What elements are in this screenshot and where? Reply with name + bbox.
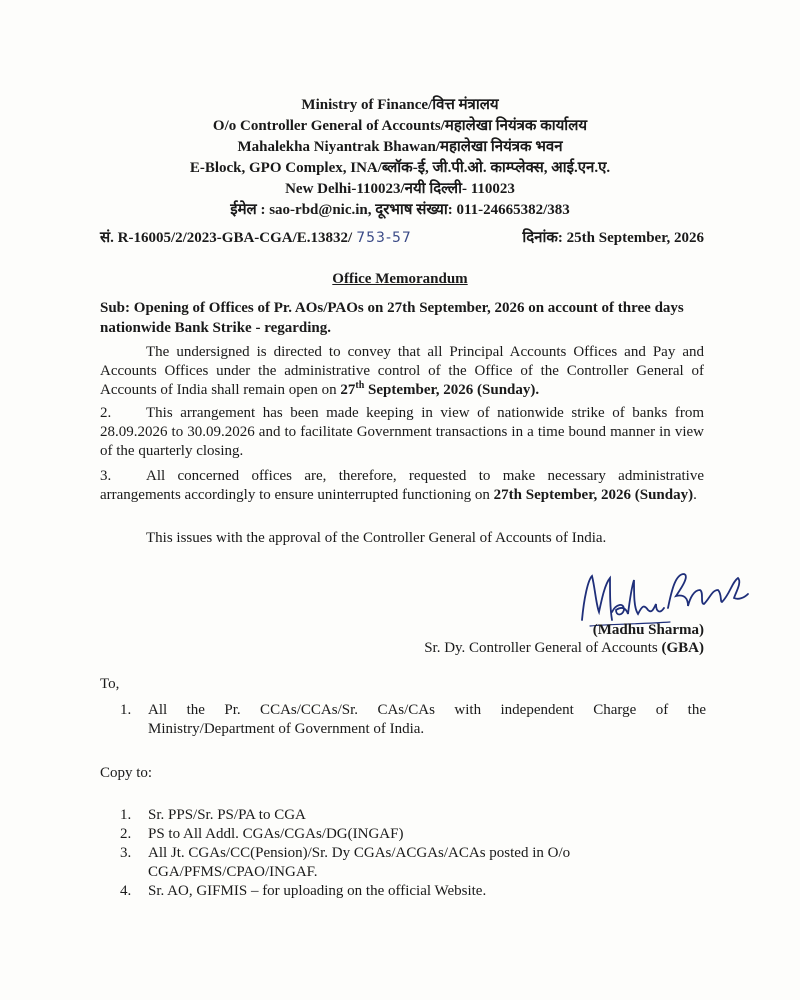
paragraph-1 xyxy=(100,343,704,400)
copy-to-item xyxy=(120,825,706,844)
letterhead-contact: ईमेल : sao-rbd@nic.in, दूरभाष संख्या: 011-24665382/383 xyxy=(230,202,570,218)
to-item-line-1: All the Pr. CCAs/CCAs/Sr. CAs/CAs with independent Charge of the xyxy=(148,702,706,718)
letterhead-office: O/o Controller General of Accounts/महालेखा नियंत्रक कार्यालय xyxy=(212,118,588,134)
copy-to-item xyxy=(120,844,706,882)
paragraph-2-text: This arrangement has been made keeping in view of nationwide strike of banks from 28.09.2026 to 30.09.2026 and to facilitate Government transactions in a time bound manner in view of the quarterly closing. xyxy=(100,405,704,459)
copy-to-list xyxy=(120,806,706,901)
to-item-line-2: Ministry/Department of Government of India. xyxy=(148,721,425,737)
paragraph-3-number: 3. xyxy=(100,468,112,484)
to-list-item xyxy=(120,701,706,739)
paragraph-3-date: 27th September, 2026 (Sunday) xyxy=(493,487,694,503)
to-label: To, xyxy=(100,676,120,692)
paragraph-1-day-suffix: th xyxy=(355,380,365,391)
copy-item-text: PS to All Addl. CGAs/CGAs/DG(INGAF) xyxy=(148,826,404,842)
letterhead xyxy=(0,95,800,221)
letterhead-city: New Delhi-110023/नयी दिल्ली- 110023 xyxy=(285,181,515,197)
memo-date: दिनांक: 25th September, 2026 xyxy=(522,230,704,246)
handwritten-dispatch-number: 753-57 xyxy=(356,230,412,246)
paragraph-4: This issues with the approval of the Controller General of Accounts of India. xyxy=(146,530,607,546)
memo-title: Office Memorandum xyxy=(332,271,468,287)
paragraph-3 xyxy=(100,467,704,505)
paragraph-2 xyxy=(100,404,704,461)
copy-item-number: 4. xyxy=(120,883,132,899)
reference-row xyxy=(100,227,704,249)
memo-subject: Sub: Opening of Offices of Pr. AOs/PAOs on 27th September, 2026 on account of three days nationwide Bank Strike - regarding. xyxy=(100,300,684,336)
paragraph-1-text: The undersigned is directed to convey that all Principal Accounts Offices and Pay and Accounts Offices under the administrative control of the Office of the Controller General of Accounts of India shall remain open on xyxy=(100,344,704,398)
copy-to-label: Copy to: xyxy=(100,765,153,781)
signatory-designation xyxy=(424,640,704,657)
copy-item-number: 3. xyxy=(120,845,132,861)
signatory-designation-text: Sr. Dy. Controller General of Accounts xyxy=(424,640,658,656)
copy-item-number: 1. xyxy=(120,807,132,823)
reference-number-block xyxy=(100,227,412,247)
to-item-number: 1. xyxy=(120,702,132,718)
copy-to-item xyxy=(120,806,706,825)
paragraph-3-text: All concerned offices are, therefore, requested to make necessary administrative arrangements accordingly to ensure uninterrupted functioning on xyxy=(100,468,704,503)
paragraph-1-date: September, 2026 (Sunday). xyxy=(368,382,540,398)
reference-number: सं. R-16005/2/2023-GBA-CGA/E.13832/ xyxy=(100,230,353,246)
letterhead-address: E-Block, GPO Complex, INA/ब्लॉक-ई, जी.पी.ओ. काम्प्लेक्स, आई.एन.ए. xyxy=(189,160,611,176)
signatory-designation-division: (GBA) xyxy=(661,640,704,656)
copy-item-text: All Jt. CGAs/CC(Pension)/Sr. Dy CGAs/ACGAs/ACAs posted in O/o CGA/PFMS/CPAO/INGAF. xyxy=(148,845,571,880)
copy-item-text: Sr. PPS/Sr. PS/PA to CGA xyxy=(148,807,306,823)
copy-item-text: Sr. AO, GIFMIS – for uploading on the official Website. xyxy=(148,883,487,899)
letterhead-ministry: Ministry of Finance/वित्त मंत्रालय xyxy=(301,97,499,113)
signatory-name: (Madhu Sharma) xyxy=(592,622,704,638)
letterhead-building: Mahalekha Niyantrak Bhawan/महालेखा नियंत्रक भवन xyxy=(237,139,563,155)
paragraph-2-number: 2. xyxy=(100,405,112,421)
copy-item-number: 2. xyxy=(120,826,132,842)
paragraph-3-end: . xyxy=(693,487,697,503)
copy-to-item xyxy=(120,882,706,901)
paragraph-1-day: 27 xyxy=(340,382,356,398)
